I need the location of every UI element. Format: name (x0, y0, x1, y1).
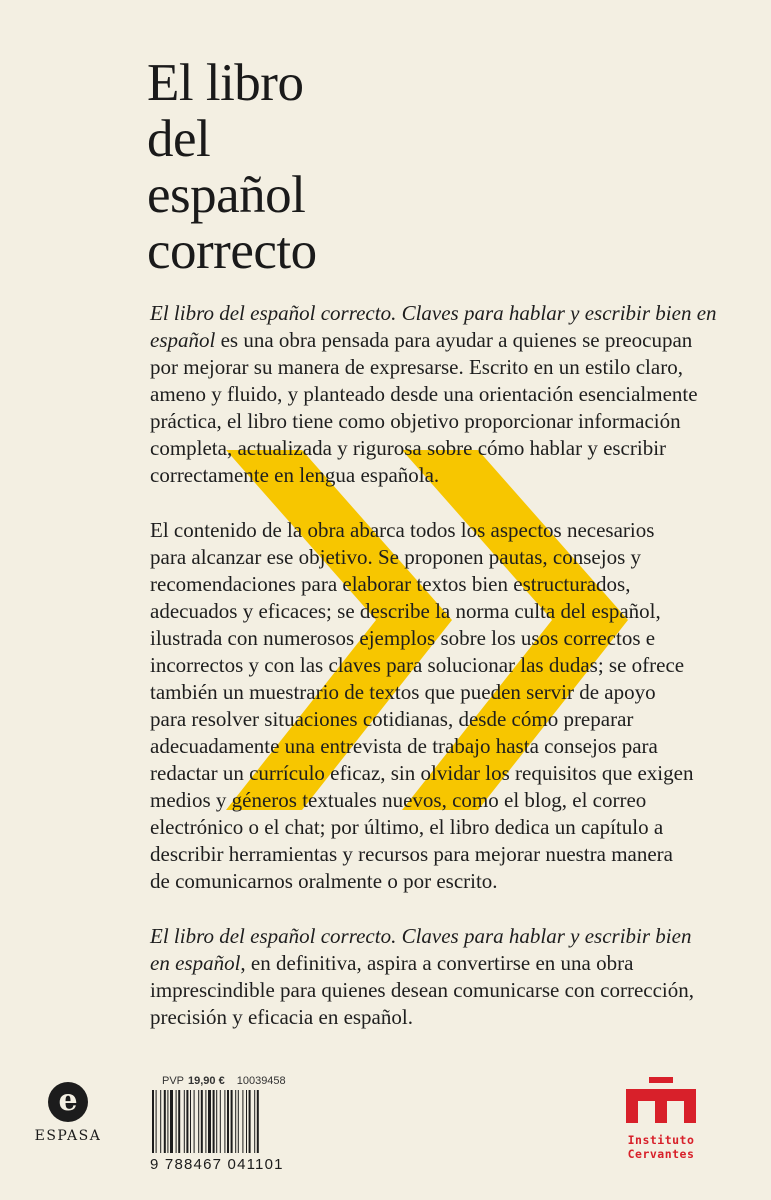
description-line (150, 841, 710, 868)
description-line (150, 733, 710, 760)
description-line (150, 977, 710, 1004)
description-line (150, 1004, 710, 1031)
espasa-publisher-logo (22, 1082, 114, 1144)
text-run: recomendaciones para elaborar textos bien estructurados, (150, 572, 631, 596)
text-run: precisión y eficacia en español. (150, 1005, 413, 1029)
text-run: adecuadamente una entrevista de trabajo hasta consejos para (150, 734, 658, 758)
price: 19,90 € (188, 1075, 225, 1087)
text-run: adecuados y eficaces; se describe la norma culta del español, (150, 599, 661, 623)
title-line: El libro (147, 54, 304, 112)
product-code: 10039458 (236, 1075, 286, 1087)
description-line (150, 679, 710, 706)
text-run: para alcanzar ese objetivo. Se proponen pautas, consejos y (150, 545, 641, 569)
italic-book-title: El libro del español correcto. Claves para hablar y escribir bien en (150, 301, 717, 325)
description-paragraph (150, 923, 710, 1031)
price-row (162, 1075, 286, 1087)
instituto-cervantes-logo (620, 1077, 702, 1161)
text-run: , en definitiva, aspira a convertirse en una obra (240, 951, 634, 975)
description-line (150, 327, 710, 354)
institute-name (620, 1133, 702, 1161)
text-run: medios y géneros textuales nuevos, como el blog, el correo (150, 788, 647, 812)
text-run: también un muestrario de textos que pueden servir de apoyo (150, 680, 656, 704)
text-run: redactar un currículo eficaz, sin olvidar los requisitos que exigen (150, 761, 694, 785)
description-line (150, 868, 710, 895)
description-line (150, 950, 710, 977)
description-line (150, 814, 710, 841)
espasa-e-icon: e (48, 1082, 88, 1122)
description-paragraph (150, 517, 710, 895)
description-line (150, 544, 710, 571)
text-run: electrónico o el chat; por último, el libro dedica un capítulo a (150, 815, 664, 839)
description-line (150, 435, 710, 462)
publisher-name: ESPASA (34, 1128, 102, 1144)
description-line (150, 300, 717, 327)
title-line: del (147, 110, 211, 168)
text-run: El contenido de la obra abarca todos los aspectos necesarios (150, 518, 655, 542)
description-line (150, 408, 710, 435)
text-run: incorrectos y con las claves para solucionar las dudas; se ofrece (150, 653, 685, 677)
description-line (150, 462, 710, 489)
description-line (150, 598, 710, 625)
text-run: para resolver situaciones cotidianas, desde cómo preparar (150, 707, 634, 731)
text-run: de comunicarnos oralmente o por escrito. (150, 869, 498, 893)
text-run: práctica, el libro tiene como objetivo proporcionar información (150, 409, 681, 433)
barcode-bars (150, 1090, 310, 1153)
title-line: correcto (147, 222, 317, 280)
barcode (150, 1090, 310, 1153)
description-line (150, 381, 710, 408)
text-run: ilustrada con numerosos ejemplos sobre los usos correctos e (150, 626, 656, 650)
text-run: por mejorar su manera de expresarse. Escrito en un estilo claro, (150, 355, 683, 379)
text-run: imprescindible para quienes desean comunicarse con corrección, (150, 978, 695, 1002)
cervantes-emblem-icon (620, 1077, 702, 1127)
book-description (150, 300, 717, 1031)
text-run: correctamente en lengua española. (150, 463, 440, 487)
description-line (150, 354, 710, 381)
book-title (147, 55, 317, 279)
description-line (150, 923, 710, 950)
barcode-digits: 9 788467 041101 (150, 1156, 284, 1173)
institute-line-2: Cervantes (627, 1147, 695, 1161)
text-run: describir herramientas y recursos para mejorar nuestra manera (150, 842, 674, 866)
pvp-label: PVP (162, 1075, 185, 1087)
text-run: es una obra pensada para ayudar a quienes se preocupan (215, 328, 693, 352)
description-line (150, 625, 710, 652)
text-run: ameno y fluido, y planteado desde una orientación esencialmente (150, 382, 698, 406)
description-paragraph (150, 300, 717, 489)
italic-book-title: en español (150, 951, 241, 975)
description-line (150, 787, 710, 814)
text-run: completa, actualizada y rigurosa sobre cómo hablar y escribir (150, 436, 667, 460)
description-line (150, 706, 710, 733)
description-line (150, 571, 710, 598)
title-line: español (147, 166, 306, 224)
description-line (150, 760, 710, 787)
description-line (150, 517, 710, 544)
italic-book-title: español (150, 328, 216, 352)
italic-book-title: El libro del español correcto. Claves para hablar y escribir bien (150, 924, 692, 948)
description-line (150, 652, 710, 679)
institute-line-1: Instituto (627, 1133, 695, 1147)
